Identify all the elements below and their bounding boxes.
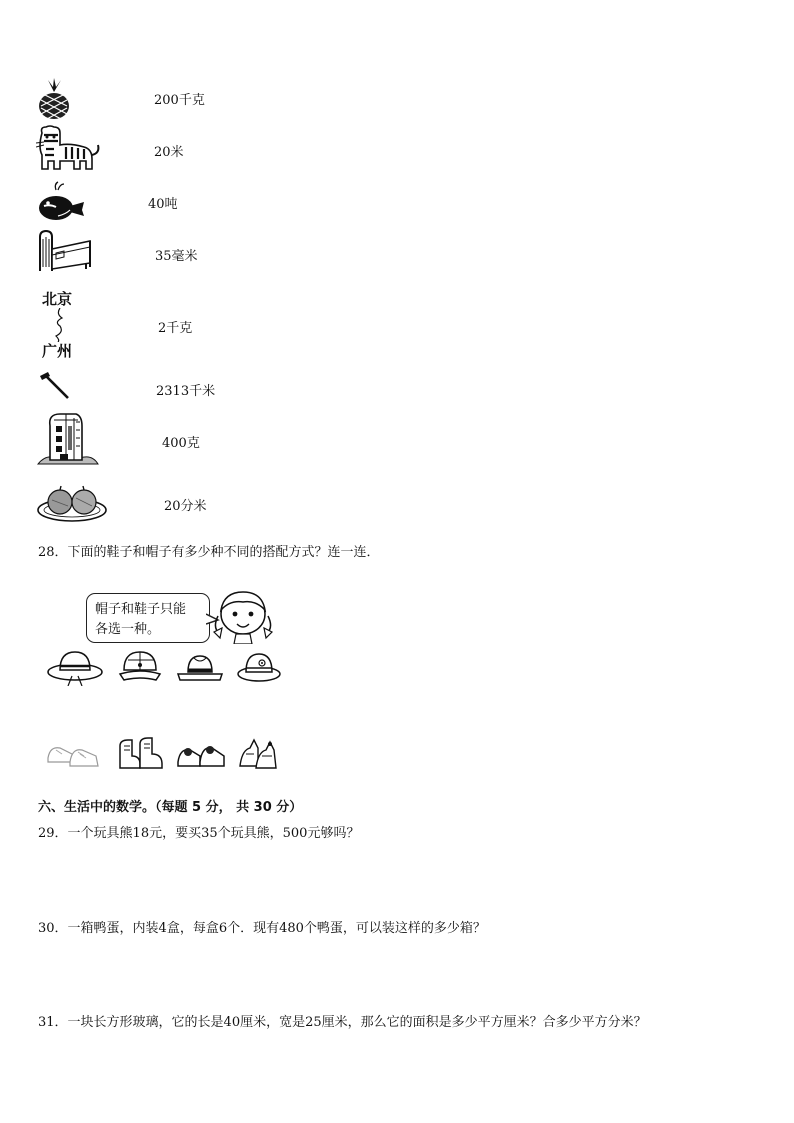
building-icon bbox=[36, 410, 100, 466]
match-label-1: 200千克 bbox=[154, 93, 205, 108]
shoes-bow-icon[interactable] bbox=[176, 738, 226, 770]
match-label-2: 20米 bbox=[154, 145, 184, 160]
shoes-highheel-icon[interactable] bbox=[236, 736, 280, 772]
match-label-5: 2千克 bbox=[158, 321, 193, 336]
question-28: 28．下面的鞋子和帽子有多少种不同的搭配方式？连一连． bbox=[38, 545, 380, 560]
question-30: 30．一箱鸭蛋，内装4盒，每盒6个．现有480个鸭蛋，可以装这样的多少箱？ bbox=[38, 921, 486, 936]
route-line-icon bbox=[46, 308, 76, 342]
hat-cap-icon[interactable] bbox=[118, 648, 162, 686]
bubble-line-2: 各选一种。 bbox=[95, 622, 161, 637]
match-label-6: 2313千米 bbox=[156, 384, 216, 399]
section-heading: 六、生活中的数学。（每题 5 分， 共 30 分） bbox=[38, 800, 303, 815]
map-city-top: 北京 bbox=[42, 290, 73, 308]
match-label-7: 400克 bbox=[162, 436, 200, 451]
hat-wide-brim-icon[interactable] bbox=[46, 646, 104, 686]
hat-fedora-icon[interactable] bbox=[176, 652, 224, 684]
speech-bubble bbox=[86, 593, 210, 643]
question-31: 31．一块长方形玻璃，它的长是40厘米，宽是25厘米，那么它的面积是多少平方厘米？合多少平方分米？ bbox=[38, 1015, 647, 1030]
match-label-3: 40吨 bbox=[148, 197, 178, 212]
question-29: 29．一个玩具熊18元，要买35个玩具熊，500元够吗？ bbox=[38, 826, 360, 841]
map-city-bottom: 广州 bbox=[42, 342, 73, 360]
bed-icon bbox=[36, 227, 94, 273]
shoes-boots-icon[interactable] bbox=[116, 736, 164, 772]
shoes-sneakers-icon[interactable] bbox=[44, 738, 102, 770]
beijing-guangzhou-map-icon bbox=[40, 288, 90, 358]
hat-flower-icon[interactable] bbox=[236, 648, 282, 684]
match-label-8: 20分米 bbox=[164, 499, 207, 514]
pineapple-icon bbox=[36, 78, 72, 120]
bubble-line-1: 帽子和鞋子只能 bbox=[95, 602, 187, 617]
girl-icon bbox=[212, 588, 274, 644]
nail-icon bbox=[38, 370, 72, 400]
whale-icon bbox=[36, 180, 86, 222]
match-label-4: 35毫米 bbox=[155, 249, 198, 264]
apples-plate-icon bbox=[36, 482, 108, 522]
tiger-icon bbox=[36, 125, 102, 173]
